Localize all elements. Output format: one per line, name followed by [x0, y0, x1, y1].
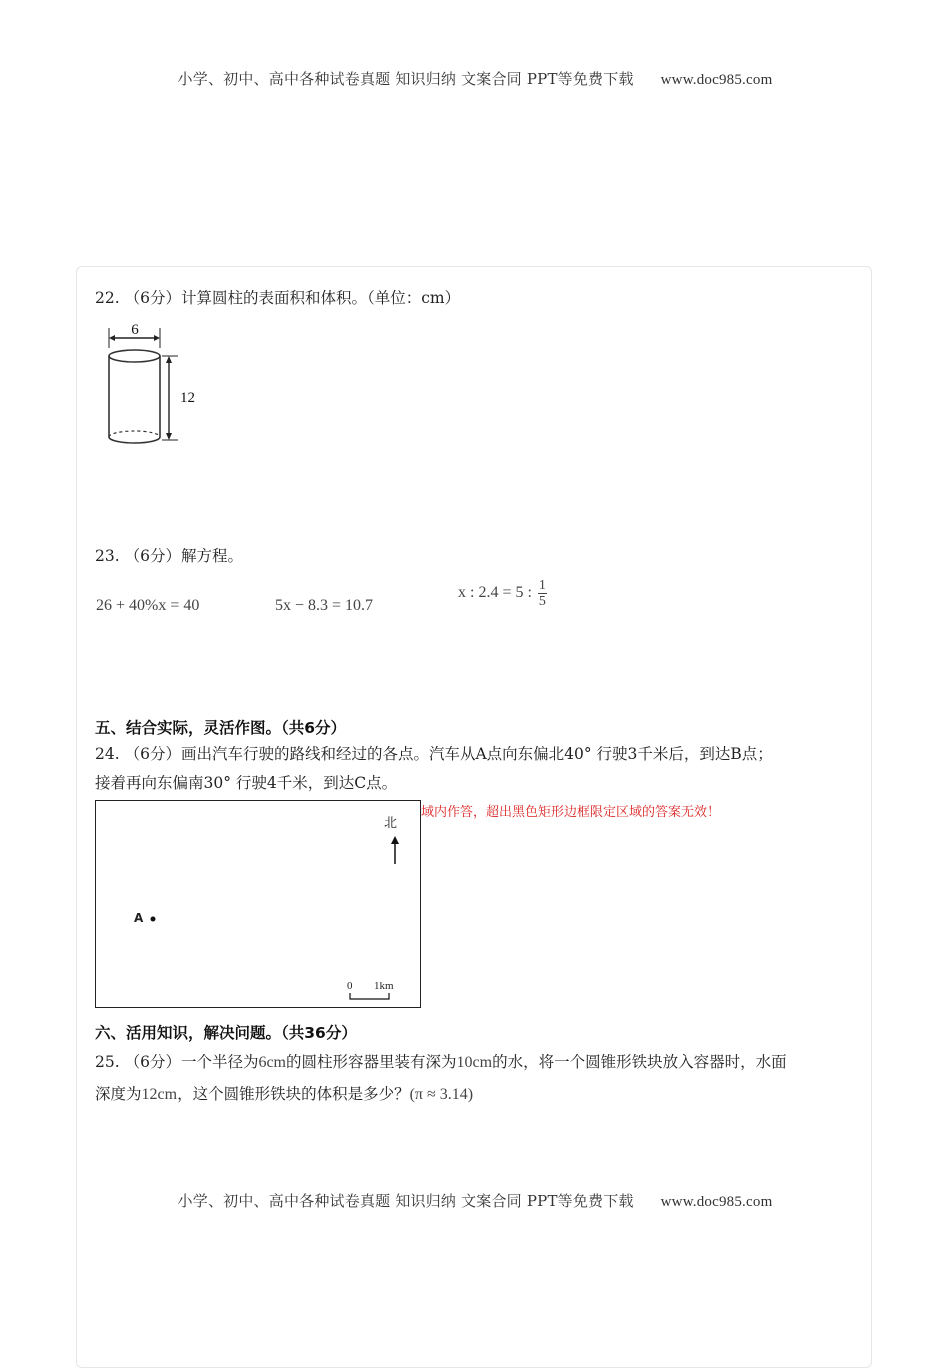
- q25-part-2: 的圆柱形容器里装有深为: [286, 1053, 457, 1071]
- equation-3-fraction: [538, 578, 547, 609]
- q25-part-1: 25. （6分）一个半径为: [95, 1053, 259, 1071]
- scale-bar-icon: [349, 993, 391, 1001]
- footer-site[interactable]: www.doc985.com: [660, 1194, 773, 1210]
- equation-3-left: x : 2.4 = 5 :: [458, 584, 532, 602]
- question-23-text: 23. （6分）解方程。: [95, 547, 243, 565]
- header-text: 小学、初中、高中各种试卷真题 知识归纳 文案合同 PPT等免费下载: [177, 70, 634, 88]
- height-label: 12: [180, 390, 195, 406]
- question-25-line-2: [95, 1080, 473, 1109]
- section-6-title: 六、活用知识，解决问题。（共36分）: [95, 1024, 357, 1042]
- scale-zero-label: 0: [347, 980, 353, 992]
- answer-area-warning: 域内作答，超出黑色矩形边框限定区域的答案无效！: [421, 805, 721, 820]
- equation-2: 5x − 8.3 = 10.7: [275, 597, 374, 614]
- scale-unit-label: 1km: [374, 980, 394, 992]
- question-25-line-1: [95, 1048, 787, 1077]
- diameter-label: 6: [131, 322, 139, 338]
- point-a-dot-icon: [149, 915, 157, 923]
- answer-drawing-box[interactable]: [95, 800, 421, 1008]
- page-header: [0, 68, 950, 89]
- header-site[interactable]: www.doc985.com: [660, 72, 773, 88]
- page-footer: [0, 1190, 950, 1211]
- q25-part-4: 深度为: [95, 1085, 142, 1103]
- footer-text: 小学、初中、高中各种试卷真题 知识归纳 文案合同 PPT等免费下载: [177, 1192, 634, 1210]
- q25-pi-note: (π ≈ 3.14): [409, 1086, 474, 1103]
- equation-1: 26 + 40%x = 40: [96, 597, 200, 614]
- section-5-title: 五、结合实际，灵活作图。（共6分）: [95, 719, 347, 737]
- cylinder-figure: [100, 322, 200, 452]
- north-arrow-icon: [388, 835, 402, 865]
- question-22-text: 22. （6分）计算圆柱的表面积和体积。（单位：cm）: [95, 289, 461, 307]
- q25-new-depth: 12cm: [141, 1086, 178, 1103]
- fraction-denominator: 5: [538, 594, 546, 609]
- question-24-line-2: 接着再向东偏南30° 行驶4千米，到达C点。: [95, 774, 398, 792]
- q25-radius: 6cm: [258, 1054, 286, 1071]
- fraction-numerator: 1: [538, 578, 546, 593]
- q25-depth: 10cm: [456, 1054, 493, 1071]
- q25-part-5: ，这个圆锥形铁块的体积是多少？: [177, 1085, 410, 1103]
- point-a-label: A: [134, 911, 144, 925]
- cylinder-top: [109, 350, 160, 362]
- q25-part-3: 的水，将一个圆锥形铁块放入容器时，水面: [492, 1053, 787, 1071]
- north-label: 北: [384, 816, 398, 831]
- equation-3: [458, 578, 547, 609]
- question-24-line-1: 24. （6分）画出汽车行驶的路线和经过的各点。汽车从A点向东偏北40° 行驶3千米后，到达B点；: [95, 745, 773, 763]
